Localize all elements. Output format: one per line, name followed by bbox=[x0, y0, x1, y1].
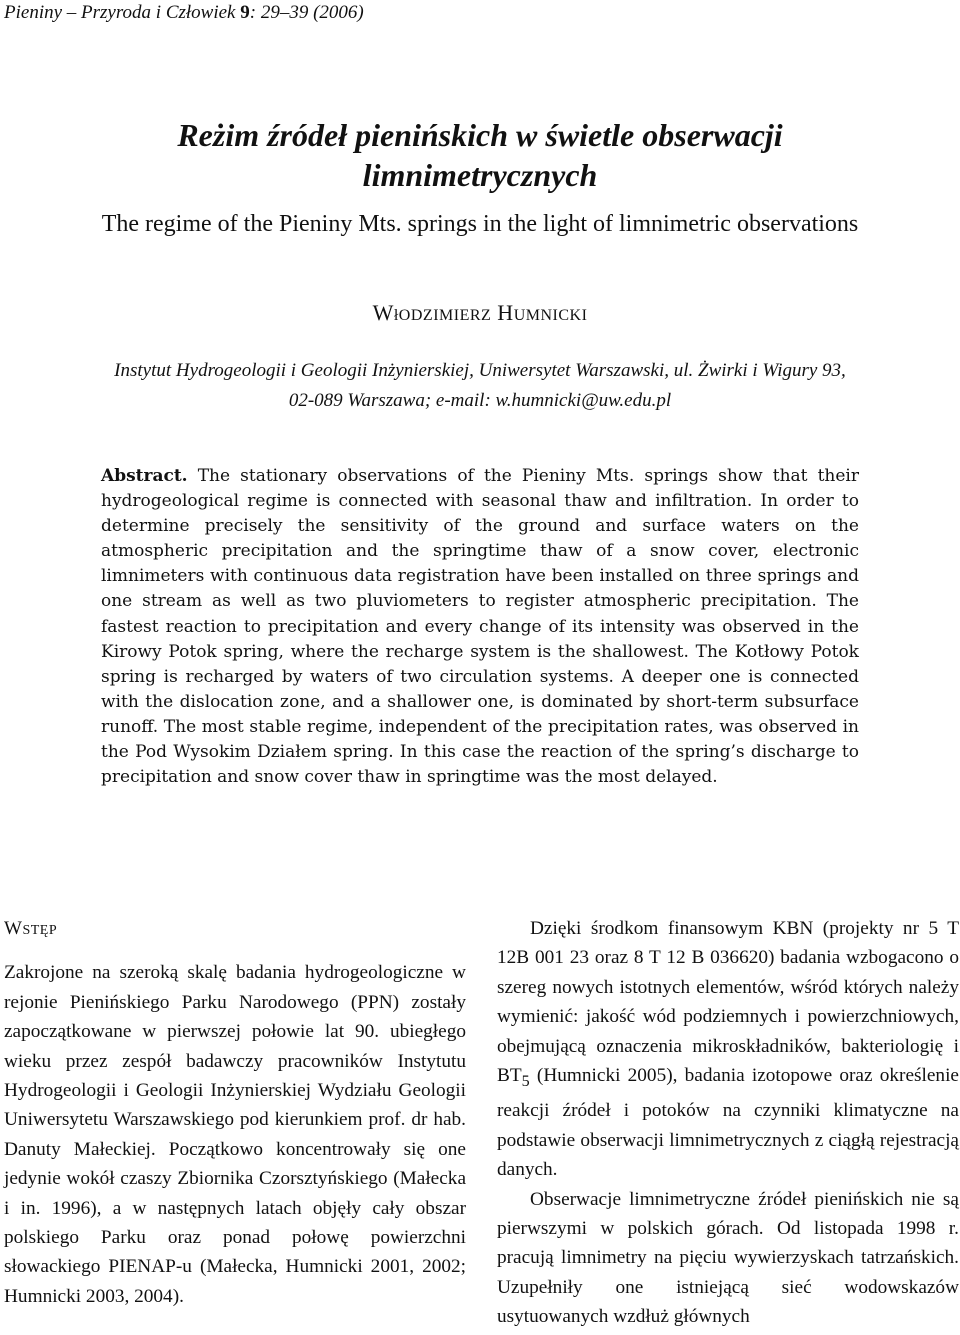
author-first-rest: łODZIMIERZ bbox=[393, 307, 492, 324]
section-heading-rest: STĘP bbox=[22, 923, 58, 938]
abstract-label: Abstract. bbox=[101, 466, 188, 486]
running-head bbox=[4, 2, 364, 24]
journal-pages-year: : 29–39 (2006) bbox=[249, 2, 364, 23]
right-paragraph-1 bbox=[497, 914, 959, 1185]
left-column bbox=[4, 914, 466, 1311]
right-paragraph-1-text-a: Dzięki środkom finansowym KBN (projekty nr 5 T 12B 001 23 oraz 8 T 12 B 036620) badania wzbogacono o szereg nowych istotnych elementów, wśród których należy wymienić: jakość wód podziemnych i powierzchniowych, obejmującą oznaczenia mikroskładników, bakteriologię i BT bbox=[497, 918, 959, 1087]
english-title: The regime of the Pieniny Mts. springs in the light of limnimetric observations bbox=[101, 211, 859, 237]
author-first-initial: W bbox=[372, 300, 394, 325]
abstract bbox=[101, 464, 859, 790]
author-last-initial: H bbox=[497, 300, 514, 325]
right-column bbox=[497, 914, 959, 1332]
section-heading bbox=[4, 914, 466, 945]
page-title bbox=[0, 115, 960, 195]
bt5-subscript: 5 bbox=[521, 1072, 530, 1090]
section-heading-initial: W bbox=[4, 918, 23, 939]
title-line-2: limnimetrycznych bbox=[362, 157, 598, 193]
affiliation-line-1: Instytut Hydrogeologii i Geologii Inżynierskiej, Uniwersytet Warszawski, ul. Żwirki i Wigury 93, bbox=[114, 360, 846, 381]
affiliation-line-2: 02-089 Warszawa; e-mail: w.humnicki@uw.edu.pl bbox=[288, 390, 672, 411]
title-line-1: Reżim źródeł pienińskich w świetle obserwacji bbox=[177, 117, 783, 153]
abstract-text: The stationary observations of the Pieniny Mts. springs show that their hydrogeological regime is connected with seasonal thaw and infiltration. In order to determine precisely the sensitivity of the ground and surface waters on the atmospheric precipitation and the springtime thaw of a snow cover, electronic limnimeters with continuous data registration have been installed on three springs and one stream as well as two pluviometers to register atmospheric precipitation. The fastest reaction to precipitation and every change of its intensity was observed in the Kirowy Potok spring, where the recharge system is the shallowest. The Kotłowy Potok spring is recharged by waters of two circulation systems. A deeper one is connected with the dislocation zone, and a shallower one, is dominated by short-term subsurface runoff. The most stable regime, independent of the precipitation rates, was observed in the Pod Wysokim Działem spring. In this case the reaction of the spring’s discharge to precipitation and snow cover thaw in springtime was the most delayed. bbox=[101, 466, 859, 788]
affiliation bbox=[0, 356, 960, 416]
journal-volume: 9 bbox=[240, 2, 250, 23]
author-name bbox=[0, 300, 960, 326]
left-paragraph-1: Zakrojone na szeroką skalę badania hydrogeologiczne w rejonie Pienińskiego Parku Narodowego (PPN) zostały zapoczątkowane w pierwszej połowie lat 90. ubiegłego wieku przez zespół badawczy pracowników Instytutu Hydrogeologii i Geologii Inżynierskiej Wydziału Geologii Uniwersytetu Warszawskiego pod kierunkiem prof. dr hab. Danuty Małeckiej. Początkowo koncentrowały się one jedynie wokół czaszy Zbiornika Czorsztyńskiego (Małecka i in. 1996), a w następnych latach objęły cały obszar polskiego Parku oraz ponad połowę powierzchni słowackiego PIENAP-u (Małecka, Humnicki 2001, 2002; Humnicki 2003, 2004). bbox=[4, 962, 466, 1307]
right-paragraph-1-text-b: (Humnicki 2005), badania izotopowe oraz określenie reakcji źródeł i potoków na czynniki klimatyczne na podstawie obserwacji limnimetrycznych z ciągłą rejestracją danych. bbox=[497, 1065, 959, 1181]
author-last-rest: UMNICKI bbox=[513, 307, 588, 324]
right-paragraph-2: Obserwacje limnimetryczne źródeł pienińskich nie są pierwszymi w polskich górach. Od listopada 1998 r. pracują limnimetry na pięciu wywierzyskach tatrzańskich. Uzupełniły one istniejącą sieć wodowskazów usytuowanych wzdłuż głównych bbox=[497, 1188, 959, 1328]
journal-name: Pieniny – Przyroda i Człowiek bbox=[4, 2, 236, 23]
